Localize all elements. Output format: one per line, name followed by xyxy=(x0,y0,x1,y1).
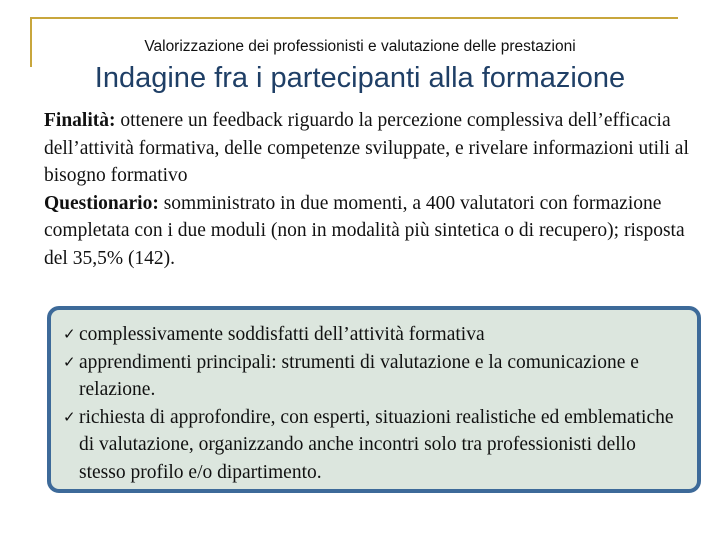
checkmark-icon: ✓ xyxy=(63,325,76,343)
finding-text: apprendimenti principali: strumenti di valutazione e la comunicazione e relazione. xyxy=(79,351,639,400)
finding-text: complessivamente soddisfatti dell’attività formativa xyxy=(79,324,485,345)
checkmark-icon: ✓ xyxy=(63,407,76,426)
questionario-text: somministrato in due momenti, a 400 valutatori con formazione completata con i due moduli (non in modalità più sintetica o di recupero); risposta del 35,5% (142). xyxy=(44,192,685,269)
findings-list xyxy=(63,321,685,486)
slide-title xyxy=(40,62,680,95)
questionario-label: Questionario: xyxy=(44,192,159,214)
finalita-text: ottenere un feedback riguardo la percezione complessiva dell’efficacia dell’attività formativa, delle competenze sviluppate, e rivelare informazioni utili al bisogno formativo xyxy=(44,110,689,186)
slide-title-rest: fra i partecipanti alla formazione xyxy=(206,62,626,94)
findings-box xyxy=(47,306,701,493)
slide-title-lead: Indagine xyxy=(94,62,207,94)
slide-subtitle: Valorizzazione dei professionisti e valutazione delle prestazioni xyxy=(144,38,576,55)
frame-left-line xyxy=(30,17,32,67)
list-item xyxy=(63,349,685,404)
checkmark-icon: ✓ xyxy=(63,352,76,371)
finding-text: richiesta di approfondire, con esperti, situazioni realistiche ed emblematiche di valutazione, organizzando anche incontri solo tra professionisti dello stesso profilo e/o dipartimento. xyxy=(79,406,674,483)
slide-body xyxy=(44,107,694,272)
list-item xyxy=(63,321,685,349)
finalita-label: Finalità: xyxy=(44,110,116,131)
finalita-paragraph xyxy=(44,107,694,190)
questionario-paragraph xyxy=(44,190,694,273)
frame-top-line xyxy=(30,17,678,19)
list-item xyxy=(63,404,685,487)
